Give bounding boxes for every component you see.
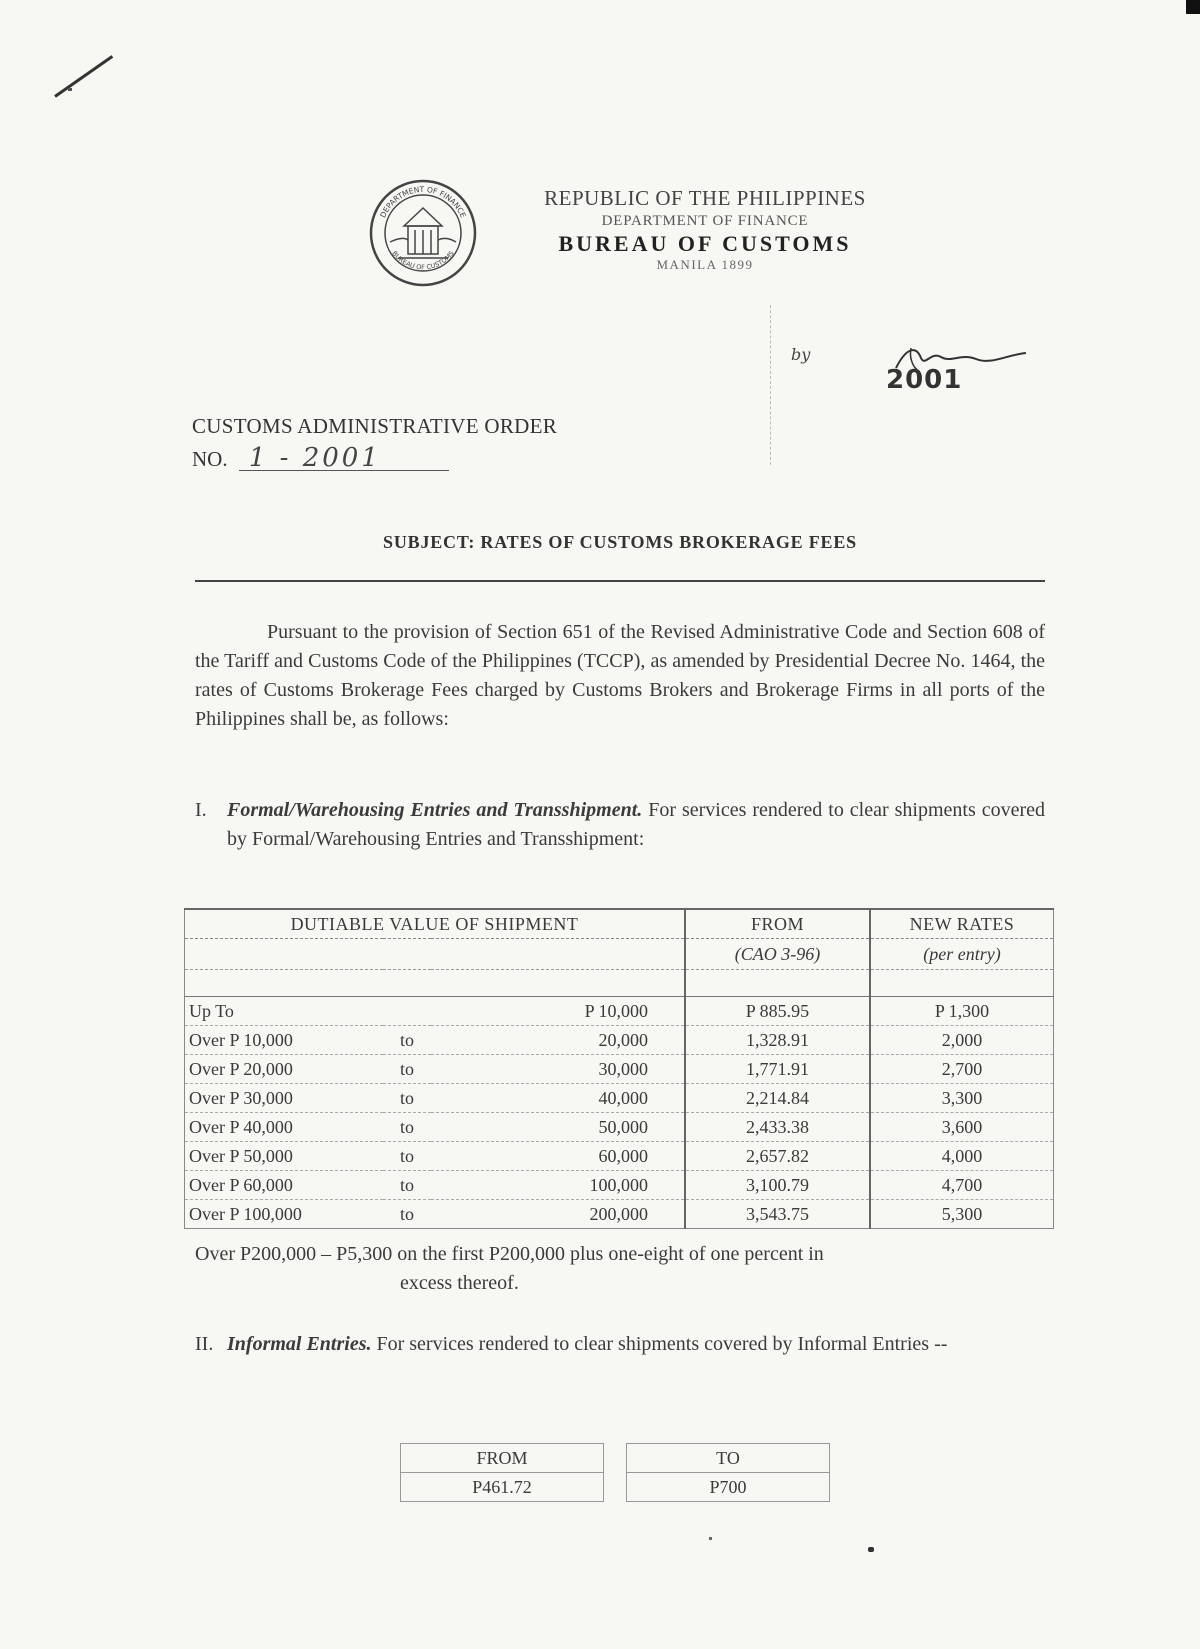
informal-value-from: P461.72 (401, 1473, 604, 1502)
section-ii-text: For services rendered to clear shipments covered by Informal Entries -- (371, 1333, 948, 1355)
row-to: to (383, 1026, 431, 1055)
order-number-line (192, 443, 449, 473)
row-old-rate: 2,657.82 (685, 1142, 870, 1171)
subject-divider (195, 580, 1045, 582)
table-row (185, 1113, 1054, 1142)
table-row (185, 1084, 1054, 1113)
section-i (195, 796, 1045, 854)
row-to (383, 997, 431, 1026)
rates-table (184, 908, 1054, 1229)
informal-entries-table (400, 1443, 830, 1502)
row-old-rate: 2,214.84 (685, 1084, 870, 1113)
order-number-label: NO. (192, 447, 228, 471)
row-upper: 20,000 (431, 1026, 685, 1055)
subject-line: SUBJECT: RATES OF CUSTOMS BROKERAGE FEES (383, 532, 857, 552)
row-old-rate: 1,771.91 (685, 1055, 870, 1084)
informal-header-from: FROM (401, 1444, 604, 1473)
scan-speck (709, 1537, 712, 1540)
republic-line: REPUBLIC OF THE PHILIPPINES (544, 186, 866, 210)
header-new-rates: NEW RATES (870, 909, 1054, 939)
row-new-rate: P 1,300 (870, 997, 1054, 1026)
row-to: to (383, 1200, 431, 1229)
letterhead (505, 185, 905, 273)
pen-mark (54, 55, 113, 98)
table-row (185, 1026, 1054, 1055)
row-old-rate: 3,543.75 (685, 1200, 870, 1229)
row-old-rate: 2,433.38 (685, 1113, 870, 1142)
row-upper: 50,000 (431, 1113, 685, 1142)
row-new-rate: 5,300 (870, 1200, 1054, 1229)
section-i-text: For services rendered to clear shipments covered by Formal/Warehousing Entries and Transshipment: (227, 799, 1045, 850)
table-row (185, 1171, 1054, 1200)
table-row (185, 1200, 1054, 1229)
department-line: DEPARTMENT OF FINANCE (601, 213, 809, 229)
bureau-line: BUREAU OF CUSTOMS (558, 231, 852, 256)
informal-value-row (401, 1473, 830, 1502)
over-note-line2: excess thereof. (400, 1272, 519, 1294)
received-stamp (770, 305, 1061, 465)
order-number-value: 1 - 2001 (239, 446, 449, 471)
row-lower: Over P 30,000 (185, 1084, 384, 1113)
row-upper: 40,000 (431, 1084, 685, 1113)
section-i-body (227, 796, 1045, 854)
row-upper: 30,000 (431, 1055, 685, 1084)
row-lower: Over P 50,000 (185, 1142, 384, 1171)
row-upper: 60,000 (431, 1142, 685, 1171)
row-lower: Over P 20,000 (185, 1055, 384, 1084)
svg-text:BUREAU OF CUSTOMS: BUREAU OF CUSTOMS (390, 249, 456, 272)
order-title: CUSTOMS ADMINISTRATIVE ORDER (192, 414, 558, 438)
row-to: to (383, 1084, 431, 1113)
row-new-rate: 2,700 (870, 1055, 1054, 1084)
row-upper: 100,000 (431, 1171, 685, 1200)
row-lower: Over P 60,000 (185, 1171, 384, 1200)
bureau-seal-icon (368, 178, 478, 288)
pen-dot (68, 88, 72, 91)
rates-table-subheader (185, 939, 1054, 970)
row-to: to (383, 1171, 431, 1200)
row-new-rate: 4,700 (870, 1171, 1054, 1200)
table-row (185, 997, 1054, 1026)
informal-value-to: P700 (627, 1473, 830, 1502)
section-ii-number: II. (195, 1333, 214, 1355)
informal-header-row (401, 1444, 830, 1473)
scan-edge-mark (1186, 0, 1200, 14)
rates-table-header (185, 909, 1054, 939)
section-ii (195, 1330, 1045, 1359)
row-upper: 200,000 (431, 1200, 685, 1229)
stamp-date: 2001 (886, 365, 963, 395)
table-row (185, 1142, 1054, 1171)
section-i-number: I. (195, 799, 207, 821)
section-i-heading: Formal/Warehousing Entries and Transshipment. (227, 799, 643, 821)
row-to: to (383, 1113, 431, 1142)
table-row (185, 1055, 1054, 1084)
row-new-rate: 2,000 (870, 1026, 1054, 1055)
city-line: MANILA 1899 (656, 257, 754, 272)
row-upper: P 10,000 (431, 997, 685, 1026)
row-new-rate: 3,300 (870, 1084, 1054, 1113)
subheader-new: (per entry) (870, 939, 1054, 970)
header-from: FROM (685, 909, 870, 939)
scan-speck (868, 1547, 874, 1552)
subheader-from: (CAO 3-96) (685, 939, 870, 970)
row-new-rate: 3,600 (870, 1113, 1054, 1142)
row-old-rate: 1,328.91 (685, 1026, 870, 1055)
intro-paragraph: Pursuant to the provision of Section 651 of the Revised Administrative Code and Section 608 of the Tariff and Customs Code of the Philippines (TCCP), as amended by Presidential Decree No. 1464, the rates of Customs Brokerage Fees charged by Customs Brokers and Brokerage Firms in all ports of the Philippines shall be, as follows: (195, 621, 1045, 730)
svg-text:DEPARTMENT OF FINANCE: DEPARTMENT OF FINANCE (378, 184, 468, 220)
informal-header-to: TO (627, 1444, 830, 1473)
row-lower: Over P 100,000 (185, 1200, 384, 1229)
row-to: to (383, 1142, 431, 1171)
row-lower: Over P 40,000 (185, 1113, 384, 1142)
header-dutiable-value: DUTIABLE VALUE OF SHIPMENT (185, 909, 685, 939)
row-lower: Up To (185, 997, 384, 1026)
row-to: to (383, 1055, 431, 1084)
row-old-rate: 3,100.79 (685, 1171, 870, 1200)
section-ii-body (227, 1330, 1045, 1359)
over-200000-note (195, 1240, 1045, 1298)
row-old-rate: P 885.95 (685, 997, 870, 1026)
row-lower: Over P 10,000 (185, 1026, 384, 1055)
over-note-line1: Over P200,000 – P5,300 on the first P200,000 plus one-eight of one percent in (195, 1243, 824, 1265)
row-new-rate: 4,000 (870, 1142, 1054, 1171)
stamp-handwriting: by (791, 345, 811, 364)
section-ii-heading: Informal Entries. (227, 1333, 372, 1355)
